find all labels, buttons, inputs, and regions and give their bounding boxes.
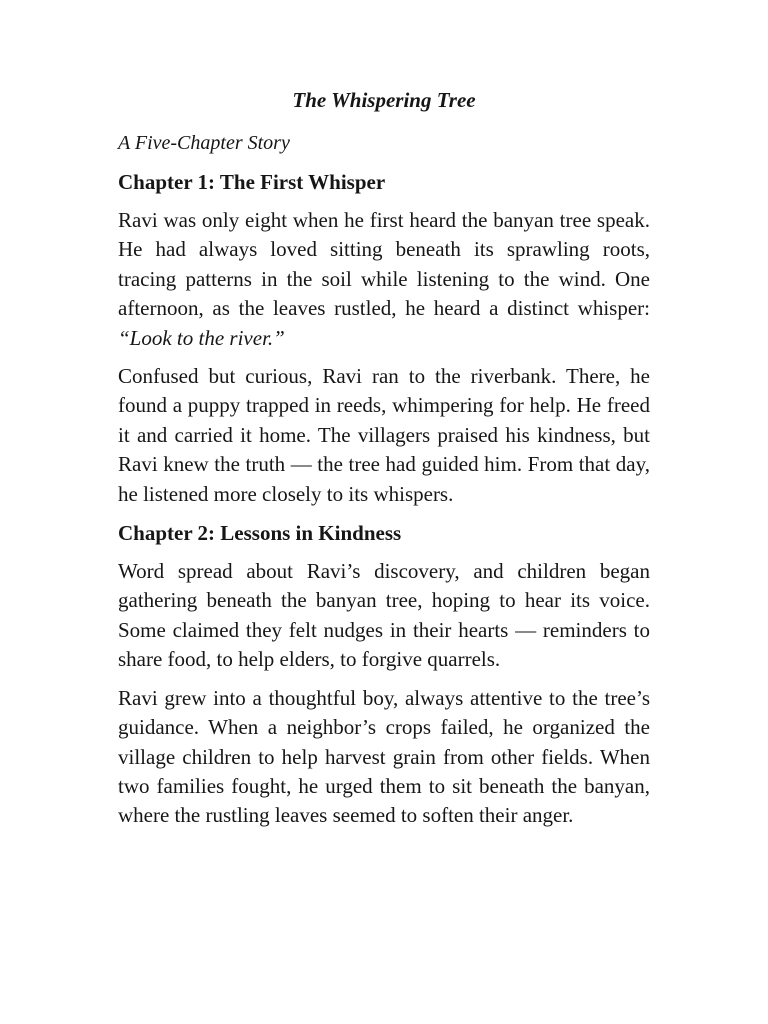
story-subtitle: A Five-Chapter Story [118, 132, 290, 154]
chapter-1-paragraph-1 [118, 206, 650, 353]
river-quote: “Look to the river.” [118, 325, 285, 350]
chapter-2-paragraph-2: Ravi grew into a thoughtful boy, always attentive to the tree’s guidance. When a neighbor’s crops failed, he organized the village children to help harvest grain from other fields. When two families fought, he urged them to sit beneath the banyan, where the rustling leaves seemed to soften their anger. [118, 685, 650, 828]
chapter-1-heading: Chapter 1: The First Whisper [118, 170, 386, 194]
chapter-1-paragraph-2: Confused but curious, Ravi ran to the riverbank. There, he found a puppy trapped in reeds, whimpering for help. He freed it and carried it home. The villagers praised his kindness, but Ravi knew the truth — the tree had guided him. From that day, he listened more closely to its whispers. [118, 364, 650, 506]
story-title: The Whispering Tree [292, 88, 476, 112]
document-page [118, 84, 650, 840]
chapter-2-heading: Chapter 2: Lessons in Kindness [118, 521, 402, 546]
chapter-2-paragraph-1: Word spread about Ravi’s discovery, and children began gathering beneath the banyan tree, hoping to hear its voice. Some claimed they felt nudges in their hearts — reminders to share food, to help elders, to forgive quarrels. [118, 559, 650, 672]
chapter-1-paragraph-1-text: Ravi was only eight when he first heard the banyan tree speak. He had always loved sitting beneath its sprawling roots, tracing patterns in the soil while listening to the wind. One afternoon, as the leaves rustled, he heard a distinct whisper: [118, 208, 650, 321]
